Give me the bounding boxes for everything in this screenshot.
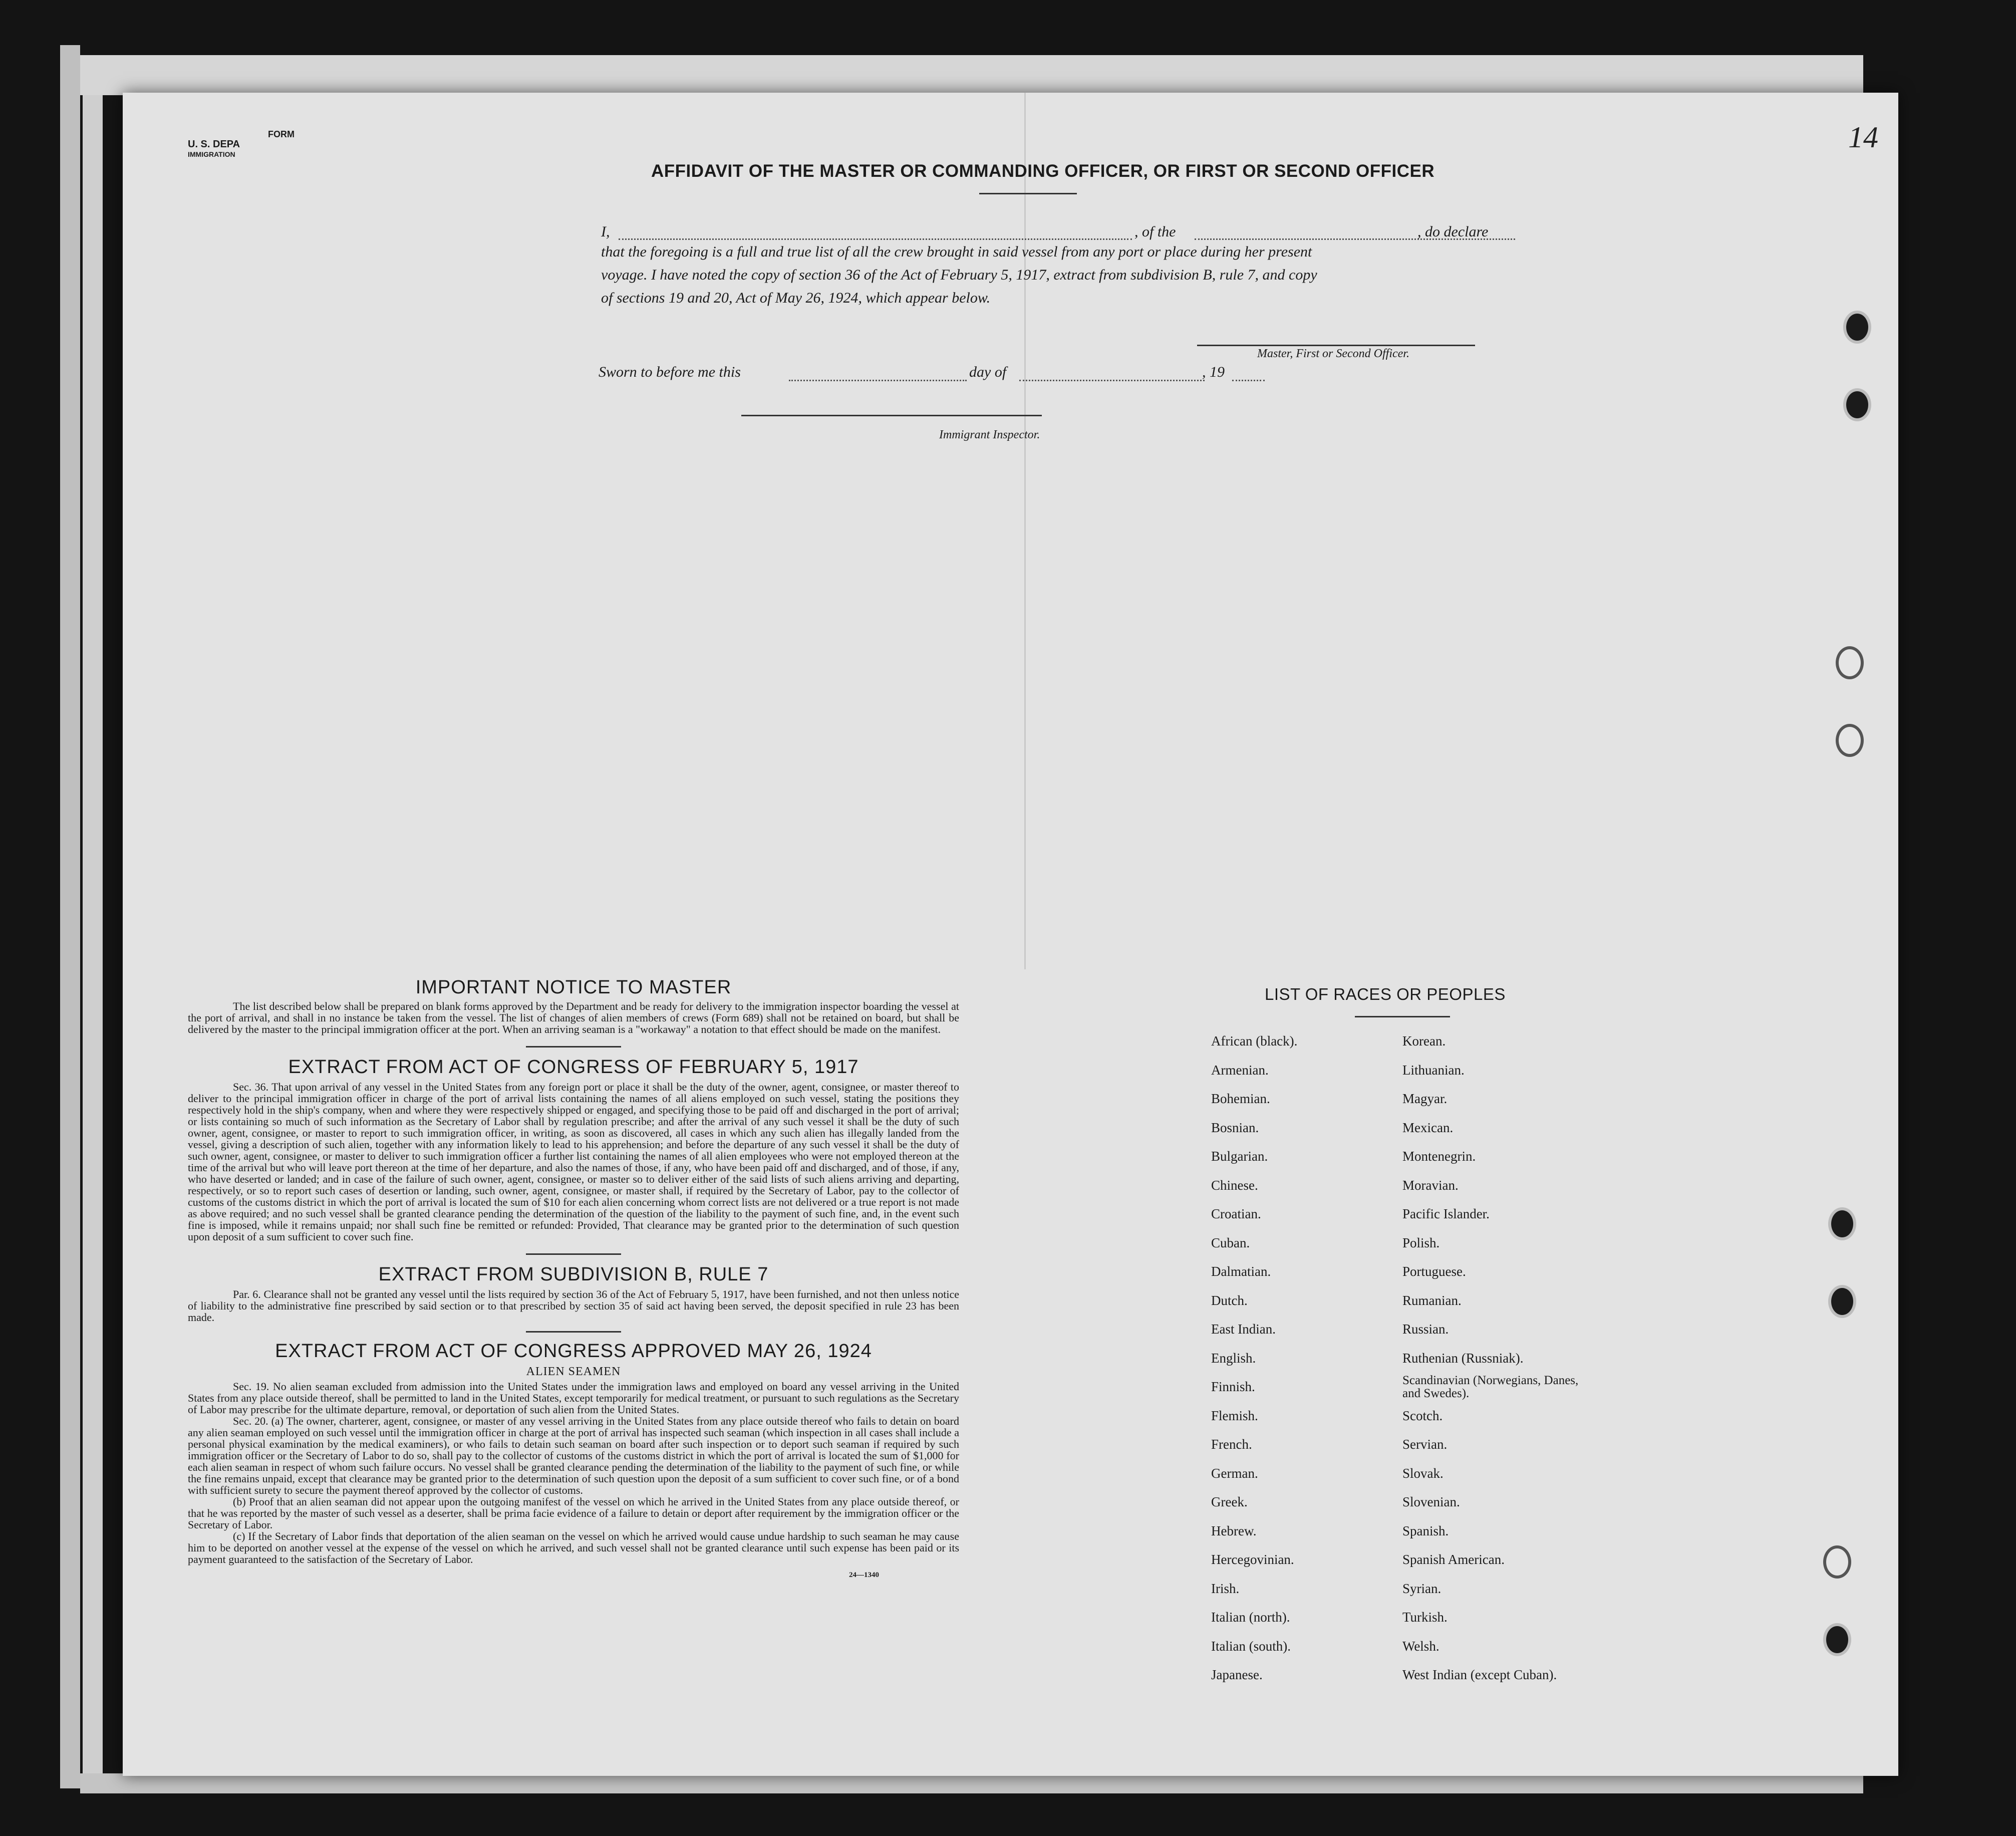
race-item: Spanish American. xyxy=(1402,1552,1505,1567)
print-code: 24—1340 xyxy=(849,1571,879,1579)
sworn-day-field[interactable] xyxy=(789,380,967,381)
binder-hole xyxy=(1843,311,1871,344)
sheet-edge-left xyxy=(60,45,80,1788)
race-item: Slovenian. xyxy=(1402,1494,1460,1509)
race-item: Lithuanian. xyxy=(1402,1062,1465,1078)
affidavit-title: AFFIDAVIT OF THE MASTER OR COMMANDING OFFICER, OR FIRST OR SECOND OFFICER xyxy=(651,161,1435,181)
affidavit-line3: voyage. I have noted the copy of section 36 of the Act of February 5, 1917, extract from subdivision B, rule 7, and copy xyxy=(601,267,1317,283)
master-name-field[interactable] xyxy=(619,238,1132,240)
race-item: Turkish. xyxy=(1402,1610,1448,1625)
race-item: Hercegovinian. xyxy=(1211,1552,1294,1567)
extract-1924-sec19: Sec. 19. No alien seaman excluded from admission into the United States under the immigration laws and employed on board any vessel arriving in the United States from any place outside thereof, shall be permitted to land in the United States, except temporarily for medical treatment, or pursuant to such regulations as the Secretary of Labor may prescribe for the ultimate departure, removal, or deportation of such alien from the United States. xyxy=(188,1380,959,1416)
race-item: Montenegrin. xyxy=(1402,1149,1476,1164)
sworn-text: Sworn to before me this xyxy=(599,364,741,380)
race-item: Rumanian. xyxy=(1402,1292,1462,1308)
notice-column xyxy=(188,977,959,1580)
race-item: Irish. xyxy=(1211,1581,1240,1596)
sheet-edge-top xyxy=(80,55,1863,95)
extract-rule7-rule xyxy=(526,1331,621,1333)
race-item: Hebrew. xyxy=(1211,1523,1257,1538)
races-title-rule xyxy=(1355,1016,1450,1017)
affidavit-line4: of sections 19 and 20, Act of May 26, 1924, which appear below. xyxy=(601,290,991,306)
race-item: Slovak. xyxy=(1402,1465,1444,1481)
extract-1924-sec20b: (b) Proof that an alien seaman did not appear upon the outgoing manifest of the vessel on which he arrived in the United States from any place outside thereof, or that he was reported by the master of such vessel as a deserter, shall be prima facie evidence of a failure to detain or deport after requirement by the immigration officer or the Secretary of Labor. xyxy=(188,1495,959,1531)
race-item: German. xyxy=(1211,1465,1258,1481)
race-item: Japanese. xyxy=(1211,1667,1263,1682)
race-item: Portuguese. xyxy=(1402,1264,1466,1279)
extract-1924-sec20c: (c) If the Secretary of Labor finds that deportation of the alien seaman on the vessel on which he arrived would cause undue hardship to such seaman he may cause him to be deported on another vessel at the expense of the vessel on which he arrived, and such vessel shall not be granted clearance until such expense has been paid or its payment guaranteed to the satisfaction of the Secretary of Labor. xyxy=(188,1530,959,1565)
races-title: LIST OF RACES OR PEOPLES xyxy=(1265,985,1506,1003)
binder-hole xyxy=(1823,1545,1851,1579)
form-corner-line3: IMMIGRATION xyxy=(188,150,235,158)
notice-rule xyxy=(526,1046,621,1047)
binder-hole xyxy=(1836,646,1864,679)
binder-hole xyxy=(1828,1207,1856,1240)
handwritten-page-number: 14 xyxy=(1848,121,1878,154)
affidavit-title-rule xyxy=(979,193,1077,194)
master-signature-caption: Master, First or Second Officer. xyxy=(1257,347,1409,360)
master-signature-line[interactable] xyxy=(1197,345,1475,346)
notice-title: IMPORTANT NOTICE TO MASTER xyxy=(415,977,732,998)
affidavit-line1 xyxy=(601,223,1513,243)
extract-1917-title: EXTRACT FROM ACT OF CONGRESS OF FEBRUARY 5, 1917 xyxy=(288,1057,859,1078)
form-corner-label xyxy=(188,129,295,159)
race-item: Chinese. xyxy=(1211,1177,1258,1193)
race-item: Flemish. xyxy=(1211,1408,1258,1423)
affidavit-i: I, xyxy=(601,223,610,240)
affidavit-line2: that the foregoing is a full and true list of all the crew brought in said vessel from any port or place during her present xyxy=(601,243,1312,260)
race-item: Korean. xyxy=(1402,1033,1446,1048)
binder-hole xyxy=(1828,1285,1856,1318)
race-item: Dutch. xyxy=(1211,1292,1248,1308)
extract-1917-rule xyxy=(526,1253,621,1255)
race-item: Bulgarian. xyxy=(1211,1149,1268,1164)
race-item: Bohemian. xyxy=(1211,1091,1270,1106)
race-item: Pacific Islander. xyxy=(1402,1206,1490,1221)
race-item: Welsh. xyxy=(1402,1638,1439,1654)
sworn-year-field[interactable] xyxy=(1232,380,1265,381)
race-item: Cuban. xyxy=(1211,1235,1250,1250)
form-corner-line1: FORM xyxy=(268,129,295,139)
race-item: Dalmatian. xyxy=(1211,1264,1271,1279)
race-item: Scotch. xyxy=(1402,1408,1443,1423)
inspector-caption: Immigrant Inspector. xyxy=(939,428,1040,441)
sheet-edge-bottom xyxy=(80,1773,1863,1793)
binder-hole xyxy=(1843,388,1871,421)
race-item: Russian. xyxy=(1402,1322,1449,1337)
race-item: Italian (north). xyxy=(1211,1610,1290,1625)
notice-text: The list described below shall be prepared on blank forms approved by the Department and be ready for delivery to the immigration inspector boarding the vessel at the port of arrival, and shall in no instance be taken from the vessel. The list of changes of alien members of crews (Form 689) shall not be retained on board, but shall be delivered by the master to the principal immigration officer at the port. When an arriving seaman is a "workaway" a notation to that effect should be made on the manifest. xyxy=(188,1000,959,1035)
race-item: Servian. xyxy=(1402,1437,1448,1452)
race-item: Mexican. xyxy=(1402,1120,1454,1135)
race-item: Polish. xyxy=(1402,1235,1440,1250)
race-item: Syrian. xyxy=(1402,1581,1442,1596)
race-item: Moravian. xyxy=(1402,1177,1459,1193)
extract-1924-title: EXTRACT FROM ACT OF CONGRESS APPROVED MAY 26, 1924 xyxy=(275,1341,872,1362)
form-corner-line2: U. S. DEPA xyxy=(188,139,240,150)
race-item: Finnish. xyxy=(1211,1379,1255,1394)
sworn-day-of: day of xyxy=(969,364,1007,380)
race-item: Croatian. xyxy=(1211,1206,1261,1221)
extract-rule7-title: EXTRACT FROM SUBDIVISION B, RULE 7 xyxy=(378,1264,769,1285)
race-item: West Indian (except Cuban). xyxy=(1402,1667,1557,1682)
race-item: African (black). xyxy=(1211,1033,1298,1048)
inspector-signature-line[interactable] xyxy=(741,415,1042,416)
race-item: Magyar. xyxy=(1402,1091,1448,1106)
race-item: Italian (south). xyxy=(1211,1638,1291,1654)
extract-1924-sec20a: Sec. 20. (a) The owner, charterer, agent, consignee, or master of any vessel arriving in the United States from any place outside thereof who fails to detain on board any alien seaman employed on such vessel until the immigration officer in charge at the port of arrival has inspected such seaman (which inspection in all cases shall include a personal physical examination by the medical examiners), or who fails to detain such seaman on board after such inspection or to deport such seaman if required by such immigration officer or the Secretary of Labor to do so, shall pay to the collector of customs of the customs district in which the port of arrival is located the sum of $1,000 for each alien seaman in respect of whom such failure occurs. No vessel shall be granted clearance pending the determination of the liability to the payment of such fine, or while the fine remains unpaid, except that clearance may be granted prior to the determination of such question upon the deposit of a sum sufficient to cover such fine, or of a bond with sufficient surety to secure the payment thereof approved by the collector of customs. xyxy=(188,1415,959,1496)
extract-1924-subtitle: ALIEN SEAMEN xyxy=(526,1365,621,1378)
race-item: East Indian. xyxy=(1211,1322,1276,1337)
race-item: Greek. xyxy=(1211,1494,1248,1509)
binder-hole xyxy=(1836,724,1864,757)
sworn-month-field[interactable] xyxy=(1019,380,1205,381)
extract-rule7-text: Par. 6. Clearance shall not be granted any vessel until the lists required by section 36 of the Act of February 5, 1917, have been furnished, and not then unless notice of liability to the administrative fine prescribed by said section or to that prescribed by section 35 of said act having been served, the deposit specified in rule 23 has been made. xyxy=(188,1288,959,1324)
race-item: Bosnian. xyxy=(1211,1120,1259,1135)
race-item: French. xyxy=(1211,1437,1252,1452)
extract-1917-text: Sec. 36. That upon arrival of any vessel in the United States from any foreign port or place it shall be the duty of the owner, agent, consignee, or master thereof to deliver to the principal immigration officer in charge of the port of arrival lists containing the names of all aliens employed on such vessel, stating the positions they respectively hold in the ship's company, when and where they were respectively shipped or engaged, and specifying those to be paid off and discharged in the port of arrival; or lists containing so much of such information as the Secretary of Labor shall by regulation prescribe; and after the arrival of any such vessel it shall be the duty of such owner, agent, consignee, or master to report to such immigration officer, in writing, as soon as discovered, all cases in which any such alien has illegally landed from the vessel, giving a description of such alien, together with any information likely to lead to his apprehension; and before the departure of any such vessel it shall be the duty of such owner, agent, consignee, or master to deliver to such immigration officer a further list containing the names of all alien employees who were not employed thereon at the time of the arrival but who will leave port thereon at the time of her departure, and also the names of those, if any, who have been paid off and discharged, and of those, if any, who have deserted or landed; and in case of the failure of such owner, agent, consignee, or master so to deliver either of the said lists of such aliens arriving and departing, respectively, or so to report such cases of desertion or landing, such owner, agent, consignee, or master shall, if required by the Secretary of Labor, pay to the collector of customs of the customs district in which the port of arrival is located the sum of $10 for each alien concerning whom correct lists are not delivered or a true report is not made as above required; and no such vessel shall be granted clearance pending the determination of the question of the liability to the payment of such fine, and, in the event such fine is imposed, while it remains unpaid; nor shall such fine be remitted or refunded: Provided, That clearance may be granted prior to the determination of such question upon deposit of a sum sufficient to cover such fine. xyxy=(188,1081,959,1243)
sheet-edge-left-2 xyxy=(83,55,103,1788)
affidavit-of-the: , of the xyxy=(1134,223,1176,240)
affidavit-declare: , do declare xyxy=(1417,223,1489,240)
race-item: Scandinavian (Norwegians, Danes, and Swedes). xyxy=(1402,1374,1579,1400)
race-item: Ruthenian (Russniak). xyxy=(1402,1350,1524,1366)
binder-hole xyxy=(1823,1623,1851,1656)
race-item: Spanish. xyxy=(1402,1523,1449,1538)
sworn-year-prefix: , 19 xyxy=(1202,364,1225,380)
race-item: Armenian. xyxy=(1211,1062,1269,1078)
race-item: English. xyxy=(1211,1350,1256,1366)
